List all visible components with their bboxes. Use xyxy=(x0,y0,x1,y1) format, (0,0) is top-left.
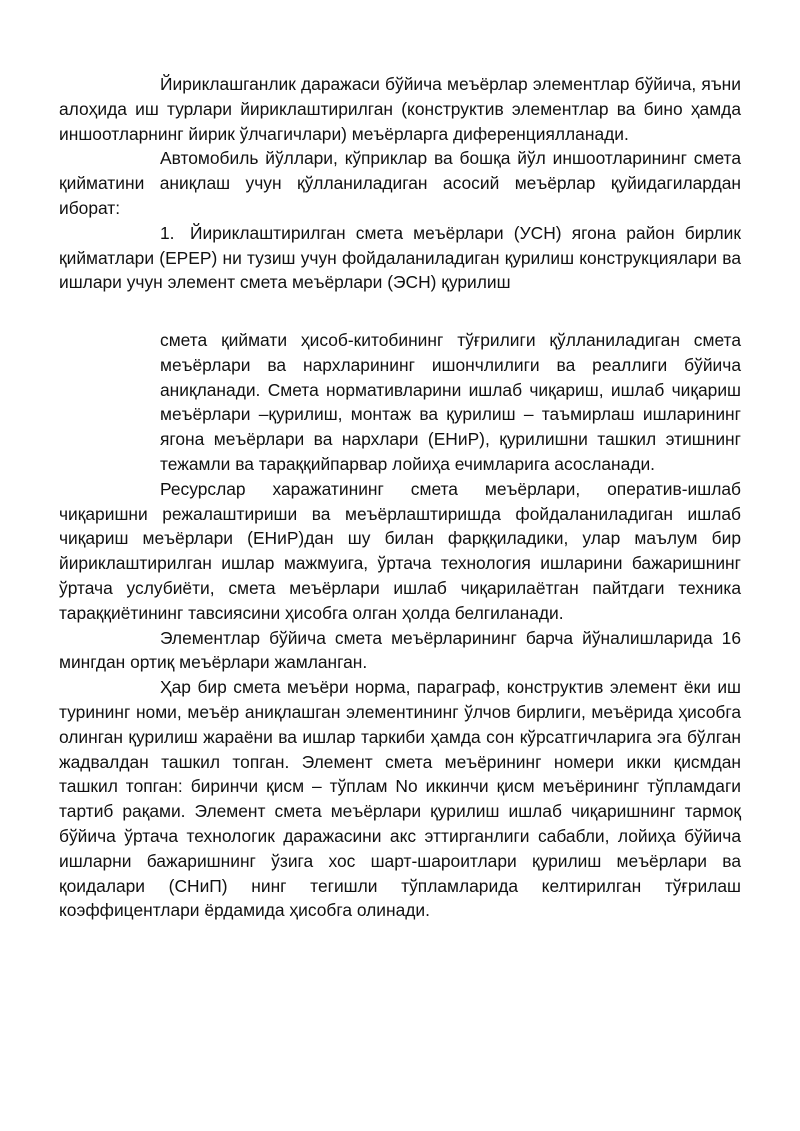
bottom-text-block xyxy=(59,328,741,923)
paragraph-resource-norms: Ресурслар харажатининг смета меъёрлари, оператив-ишлаб чиқаришни режалаштириши ва меъёрлаштиришда фойдаланиладиган ишлаб чиқариш меъёрлари (ЕНиР)дан шу билан фарққиладики, улар маълум бир йириклаштирилган ишлар мажмуига, ўртача технология ишларини бажаришнинг ўртача услубиёти, смета меъёрлари ишлаб чиқарилаётган пайтдаги техника тараққиётининг тавсиясини ҳисобга олган ҳолда белгиланади. xyxy=(59,478,741,623)
paragraph-norm-structure: Ҳар бир смета меъёри норма, параграф, конструктив элемент ёки иш турининг номи, меъёр аниқлашган элементининг ўлчов бирлиги, меъёрида ҳисобга олинган қурилиш жараёни ва ишлар таркиби ҳамда сон кўрсатгичларига эга бўлган жадвалдан ташкил топган. Элемент смета меъёрининг номери икки қисмдан ташкил топган: биринчи қисм – тўплам No иккинчи қисм меъёрининг тўпламдаги тартиб рақами. Элемент смета меъёрлари қурилиш ишлаб чиқаришнинг тармоқ бўйича ўртача технологик даражасини акс эттирганлиги сабабли, лойиҳа бўйича ишларни бажаришнинг ўзига хос шарт-шароитлари қурилиш меъёрлари ва қоидалари (СНиП) нинг тегишли тўпламларида келтирилган тўғрилаш коэффицентлари ёрдамида ҳисобга олинади. xyxy=(59,677,741,921)
list-item-1 xyxy=(59,221,741,295)
top-text-block xyxy=(59,72,741,295)
paragraph-norms-count: Элементлар бўйича смета меъёрларининг барча йўналишларида 16 мингдан ортиқ меъёрлари жамланган. xyxy=(59,627,741,673)
paragraph-road-estimates-intro: Автомобиль йўллари, кўприклар ва бошқа йўл иншоотларининг смета қийматини аниқлаш учун қўлланиладиган асосий меъёрлар қуйидагилардан иборат: xyxy=(59,148,741,218)
list-item-text: Йириклаштирилган смета меъёрлари (УСН) ягона район бирлик қийматлари (ЕРЕР) ни тузиш учун фойдаланиладиган қурилиш конструкциялари ва ишлари учун элемент смета меъёрлари (ЭСН) қурилиш xyxy=(59,222,741,293)
paragraph-estimate-accuracy: смета қиймати ҳисоб-китобининг тўғрилиги қўлланиладиган смета меъёрлари ва нархларининг ишончлилиги ва реаллиги бўйича аниқланади. Смета нормативларини ишлаб чиқариш, ишлаб чиқариш меъёрлари –қурилиш, монтаж ва қурилиш – таъмирлаш ишларининг ягона меъёрлари ва нархлари (ЕНиР), қурилишни ташкил этишнинг тежамли ва тараққийпарвар лойиҳа ечимларига асосланади. xyxy=(160,330,741,474)
paragraph-aggregation-levels: Йириклашганлик даражаси бўйича меъёрлар элементлар бўйича, яъни алоҳида иш турлари йириклаштирилган (конструктив элементлар ва бино ҳамда иншоотларнинг йирик ўлчагичлари) меъёрларга диференциялланади. xyxy=(59,74,741,144)
list-item-number: 1. xyxy=(160,222,175,243)
